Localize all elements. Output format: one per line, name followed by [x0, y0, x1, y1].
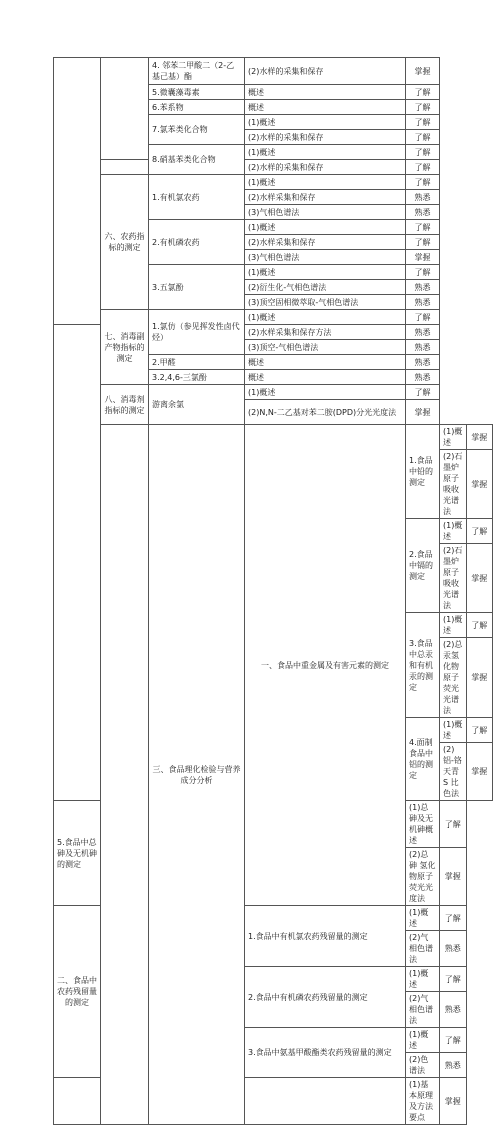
content-cell: (1)概述 — [245, 310, 406, 325]
level-cell: 掌握 — [466, 743, 493, 801]
level-cell: 了解 — [406, 385, 440, 400]
level-cell: 了解 — [406, 100, 440, 115]
content-cell: (2)气相色谱法 — [406, 992, 440, 1028]
content-cell: (2)气相色谱法 — [406, 931, 440, 967]
content-cell: (1)概述 — [440, 425, 467, 450]
level-cell: 熟悉 — [440, 992, 467, 1028]
content-cell: (2)水样的采集和保存 — [245, 58, 406, 85]
level-cell: 了解 — [406, 235, 440, 250]
content-cell: (3)气相色谱法 — [245, 250, 406, 265]
level-cell: 了解 — [406, 265, 440, 280]
content-cell: (3)顶空固相微萃取-气相色谱法 — [245, 295, 406, 310]
level-cell: 熟悉 — [406, 190, 440, 205]
content-cell: (1)概述 — [245, 175, 406, 190]
level-cell: 熟悉 — [406, 280, 440, 295]
content-cell: 概述 — [245, 370, 406, 385]
subsection-label: 七、消毒副产物指标的测定 — [101, 310, 149, 385]
level-cell: 了解 — [406, 85, 440, 100]
content-cell: (2)石墨炉原子吸收光谱法 — [440, 544, 467, 613]
content-cell: (1)概述 — [440, 519, 467, 544]
content-cell: (2)水样的采集和保存 — [245, 130, 406, 145]
level-cell: 了解 — [406, 130, 440, 145]
content-cell: (2)色谱法 — [406, 1053, 440, 1078]
level-cell: 了解 — [466, 718, 493, 743]
blank-cell — [54, 58, 101, 325]
level-cell: 了解 — [406, 160, 440, 175]
item-label: 1.氯仿（参见挥发性卤代烃） — [149, 310, 245, 355]
item-label: 1.有机氯农药 — [149, 175, 245, 220]
level-cell: 了解 — [406, 175, 440, 190]
level-cell: 了解 — [466, 519, 493, 544]
content-cell: (1)概述 — [406, 1028, 440, 1053]
item-label: 游离余氯 — [149, 385, 245, 425]
content-cell: (2)水样采集和保存 — [245, 235, 406, 250]
item-label: 1.食品中有机氯农药残留量的测定 — [245, 906, 406, 967]
content-cell: (1)概述 — [406, 967, 440, 992]
item-label: 4. 邻苯二甲酸二（2-乙基己基）酯 — [149, 58, 245, 85]
content-cell: (3)顶空-气相色谱法 — [245, 340, 406, 355]
blank-cell — [101, 58, 149, 160]
item-label: 6.苯系物 — [149, 100, 245, 115]
content-cell: (2)石墨炉原子吸收光谱法 — [440, 450, 467, 519]
item-label: 3.食品中总汞和有机汞的测定 — [406, 613, 440, 718]
content-cell: (1)概述 — [245, 220, 406, 235]
level-cell: 了解 — [466, 613, 493, 638]
content-cell: (2)水样采集和保存方法 — [245, 325, 406, 340]
content-cell: (1)总砷及无机砷概述 — [406, 801, 440, 848]
level-cell: 了解 — [440, 906, 467, 931]
content-cell: (1)概述 — [245, 265, 406, 280]
item-label: 7.氯苯类化合物 — [149, 115, 245, 145]
item-label: 3.2,4,6-三氯酚 — [149, 370, 245, 385]
content-cell: (1)概述 — [440, 718, 467, 743]
level-cell: 熟悉 — [440, 931, 467, 967]
level-cell: 掌握 — [440, 1078, 467, 1125]
level-cell: 了解 — [406, 310, 440, 325]
content-cell: (2)衍生化-气相色谱法 — [245, 280, 406, 295]
blank-cell — [245, 1078, 406, 1125]
level-cell: 掌握 — [466, 425, 493, 450]
content-cell: 概述 — [245, 85, 406, 100]
level-cell: 掌握 — [466, 638, 493, 718]
content-cell: (1)概述 — [245, 385, 406, 400]
item-label: 1.食品中铅的测定 — [406, 425, 440, 519]
level-cell: 了解 — [406, 220, 440, 235]
subsection-label: 八、消毒剂指标的测定 — [101, 385, 149, 425]
content-cell: (3)气相色谱法 — [245, 205, 406, 220]
content-cell: (1)基本原理及方法要点 — [406, 1078, 440, 1125]
item-label: 5.食品中总砷及无机砷的测定 — [54, 801, 101, 906]
item-label: 3.食品中氨基甲酸酯类农药残留量的测定 — [245, 1028, 406, 1078]
content-cell: (2)水样采集和保存 — [245, 190, 406, 205]
content-cell: (1)概述 — [440, 613, 467, 638]
level-cell: 掌握 — [406, 58, 440, 85]
level-cell: 熟悉 — [406, 340, 440, 355]
level-cell: 掌握 — [466, 544, 493, 613]
content-cell: (1)概述 — [245, 115, 406, 130]
content-cell: (2)总砷 氢化物原子荧光光度法 — [406, 848, 440, 906]
content-cell: (1)概述 — [245, 145, 406, 160]
level-cell: 了解 — [406, 145, 440, 160]
subsection-label: 一、食品中重金属及有害元素的测定 — [245, 425, 406, 906]
content-cell: (2)水样的采集和保存 — [245, 160, 406, 175]
section-label: 三、食品理化检验与营养成分分析 — [149, 425, 245, 1125]
item-label: 8.硝基苯类化合物 — [149, 145, 245, 175]
item-label: 2.食品中有机磷农药残留量的测定 — [245, 967, 406, 1028]
level-cell: 熟悉 — [440, 1053, 467, 1078]
level-cell: 了解 — [440, 1028, 467, 1053]
level-cell: 了解 — [440, 967, 467, 992]
content-cell: (2)N,N-二乙基对苯二胺(DPD)分光光度法 — [245, 400, 406, 425]
content-cell: (2)总汞氢化物 原子荧光光谱法 — [440, 638, 467, 718]
level-cell: 掌握 — [406, 400, 440, 425]
content-cell: (2)铝-铬天青 S 比色法 — [440, 743, 467, 801]
level-cell: 掌握 — [406, 250, 440, 265]
subsection-label: 二、食品中农药残留量的测定 — [54, 906, 101, 1078]
blank-cell — [101, 425, 149, 1125]
content-cell: 概述 — [245, 100, 406, 115]
item-label: 4.面制食品中铝的测定 — [406, 718, 440, 801]
level-cell: 了解 — [406, 115, 440, 130]
level-cell: 熟悉 — [406, 295, 440, 310]
subsection-label: 六、农药指标的测定 — [101, 175, 149, 310]
item-label: 3.五氯酚 — [149, 265, 245, 310]
blank-cell — [101, 160, 149, 175]
level-cell: 掌握 — [440, 848, 467, 906]
item-label: 2.有机磷农药 — [149, 220, 245, 265]
item-label: 2.食品中镉的测定 — [406, 519, 440, 613]
level-cell: 了解 — [440, 801, 467, 848]
item-label: 2.甲醛 — [149, 355, 245, 370]
level-cell: 熟悉 — [406, 325, 440, 340]
blank-cell — [54, 325, 101, 801]
content-cell: (1)概述 — [406, 906, 440, 931]
level-cell: 熟悉 — [406, 370, 440, 385]
level-cell: 掌握 — [466, 450, 493, 519]
syllabus-table — [53, 57, 493, 1125]
item-label: 5.微囊藻毒素 — [149, 85, 245, 100]
level-cell: 熟悉 — [406, 205, 440, 220]
content-cell: 概述 — [245, 355, 406, 370]
blank-cell — [54, 1078, 101, 1125]
level-cell: 熟悉 — [406, 355, 440, 370]
